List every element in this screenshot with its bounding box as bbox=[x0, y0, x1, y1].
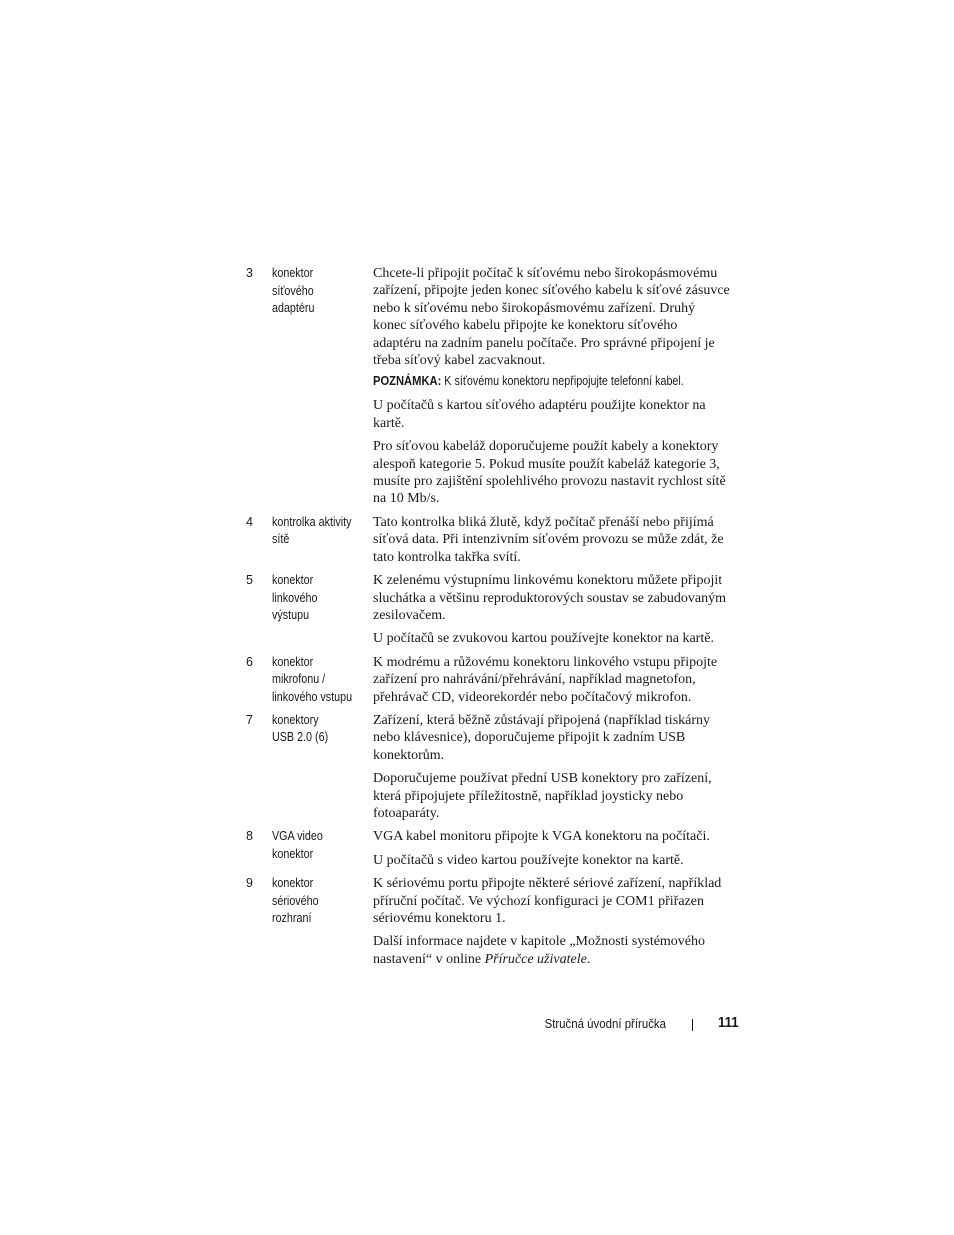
row-description bbox=[373, 875, 738, 968]
label-line: VGA video bbox=[272, 829, 323, 844]
label-line: výstupu bbox=[272, 608, 310, 623]
text-line: sériovému konektoru 1. bbox=[373, 911, 506, 926]
text-line: adaptéru na zadním panelu počítače. Pro správné připojení je bbox=[373, 335, 715, 351]
row-number: 6 bbox=[246, 654, 253, 669]
text-line: Tato kontrolka bliká žlutě, když počítač přenáší nebo přijímá bbox=[373, 514, 714, 530]
row-description bbox=[373, 572, 738, 648]
row-description bbox=[373, 514, 738, 566]
note bbox=[373, 373, 687, 389]
text-line: Další informace najdete v kapitole „Možnosti systémového bbox=[373, 934, 706, 950]
row-number: 5 bbox=[246, 573, 253, 588]
table-row bbox=[246, 572, 746, 648]
note-text: K síťovému konektoru nepřipojujte telefonní kabel. bbox=[441, 374, 684, 389]
paragraph bbox=[373, 514, 738, 566]
text-line: na 10 Mb/s. bbox=[373, 491, 440, 507]
row-label bbox=[272, 514, 355, 549]
row-number: 8 bbox=[246, 829, 253, 844]
label-line: linkového bbox=[272, 590, 318, 605]
row-label bbox=[272, 828, 355, 863]
text-line: příruční počítač. Ve výchozí konfiguraci je COM1 přiřazen bbox=[373, 893, 704, 909]
text-line: K modrému a růžovému konektoru linkového vstupu připojte bbox=[373, 654, 718, 670]
text-line: konec síťového kabelu připojte ke konektoru síťového bbox=[373, 318, 678, 334]
text-line: Doporučujeme používat přední USB konektory pro zařízení, bbox=[373, 771, 712, 787]
text-line: zařízení, připojte jeden konec síťového kabelu k síťové zásuvce bbox=[373, 283, 730, 299]
paragraph bbox=[373, 630, 738, 647]
page-number: 111 bbox=[718, 1014, 739, 1031]
paragraph bbox=[373, 875, 738, 927]
row-description bbox=[373, 828, 738, 869]
note-label: POZNÁMKA: bbox=[373, 373, 442, 389]
text-line: nebo k síťovému nebo širokopásmovému zařízení. Druhý bbox=[373, 300, 696, 316]
row-label bbox=[272, 654, 355, 707]
label-line: kontrolka aktivity bbox=[272, 514, 352, 529]
text-line: K zelenému výstupnímu linkovému konektoru můžete připojit bbox=[373, 573, 723, 589]
text-line: musíte pro zajištění spolehlivého provozu nastavit rychlost sítě bbox=[373, 474, 726, 490]
text-fragment: . bbox=[586, 951, 591, 967]
label-line: USB 2.0 (6) bbox=[272, 730, 329, 745]
label-line: sériového bbox=[272, 893, 319, 908]
label-line: rozhraní bbox=[272, 911, 312, 926]
table-row bbox=[246, 712, 746, 822]
row-description bbox=[373, 265, 738, 508]
footer-title: Stručná úvodní příručka bbox=[544, 1016, 666, 1031]
text-line: K sériovému portu připojte některé sériové zařízení, například bbox=[373, 876, 722, 892]
text-line: přehrávač CD, videorekordér nebo počítačový mikrofon. bbox=[373, 689, 692, 705]
text-line: konektorům. bbox=[373, 747, 445, 763]
row-number: 7 bbox=[246, 712, 253, 727]
paragraph bbox=[373, 654, 738, 706]
text-line: třeba síťový kabel zacvaknout. bbox=[373, 353, 546, 369]
paragraph bbox=[373, 770, 738, 822]
text-line: zařízení pro nahrávání/přehrávání, například magnetofon, bbox=[373, 672, 696, 688]
text-line: U počítačů se zvukovou kartou používejte konektor na kartě. bbox=[373, 631, 714, 647]
row-label bbox=[272, 265, 355, 318]
paragraph bbox=[373, 933, 738, 968]
row-label bbox=[272, 712, 355, 747]
text-line: tato kontrolka takřka svítí. bbox=[373, 549, 521, 565]
text-line: zesilovačem. bbox=[373, 607, 446, 623]
text-line: síťová data. Při intenzivním síťovém provozu se může zdát, že bbox=[373, 532, 724, 548]
label-line: adaptéru bbox=[272, 301, 315, 315]
table-row bbox=[246, 875, 746, 968]
label-line: síťového bbox=[272, 283, 314, 298]
paragraph bbox=[373, 852, 738, 869]
table-row bbox=[246, 654, 746, 706]
label-line: konektory bbox=[272, 712, 319, 727]
text-line: VGA kabel monitoru připojte k VGA konektoru na počítači. bbox=[373, 829, 710, 845]
paragraph bbox=[373, 712, 738, 764]
row-number: 9 bbox=[246, 876, 253, 891]
paragraph bbox=[373, 572, 738, 624]
text-line: nebo klávesnice), doporučujeme připojit k zadním USB bbox=[373, 730, 686, 746]
text-line: U počítačů s kartou síťového adaptéru použijte konektor na bbox=[373, 398, 706, 414]
text-line: fotoaparáty. bbox=[373, 805, 440, 821]
row-number: 4 bbox=[246, 514, 253, 529]
text-line bbox=[373, 951, 738, 968]
text-line: která připojujete příležitostně, například joysticky nebo bbox=[373, 788, 684, 804]
book-title-link-text: Příručce uživatele bbox=[484, 951, 587, 967]
text-line: kartě. bbox=[373, 415, 405, 431]
text-line: alespoň kategorie 5. Pokud musíte použít kabeláž kategorie 3, bbox=[373, 456, 720, 472]
page-footer bbox=[0, 1014, 954, 1036]
label-line: konektor bbox=[272, 876, 314, 891]
text-fragment: nastavení“ v online bbox=[373, 951, 485, 967]
label-line: konektor bbox=[272, 266, 314, 280]
row-label bbox=[272, 572, 355, 625]
label-line: konektor bbox=[272, 573, 314, 588]
row-label bbox=[272, 875, 355, 928]
table-row bbox=[246, 514, 746, 566]
text-line: Zařízení, která běžně zůstávají připojená (například tiskárny bbox=[373, 712, 711, 728]
table-row bbox=[246, 828, 746, 869]
text-line: U počítačů s video kartou používejte konektor na kartě. bbox=[373, 852, 684, 868]
label-line: mikrofonu / bbox=[272, 672, 326, 687]
table-row bbox=[246, 265, 746, 508]
paragraph bbox=[373, 265, 738, 369]
text-line: sluchátka a většinu reproduktorových soustav se zabudovaným bbox=[373, 590, 727, 606]
text-line: Pro síťovou kabeláž doporučujeme použít kabely a konektory bbox=[373, 439, 719, 455]
row-description bbox=[373, 654, 738, 706]
paragraph bbox=[373, 828, 738, 845]
footer-separator bbox=[692, 1019, 693, 1031]
row-number: 3 bbox=[246, 266, 253, 280]
paragraph bbox=[373, 397, 738, 432]
text-line: Chcete-li připojit počítač k síťovému nebo širokopásmovému bbox=[373, 266, 718, 281]
label-line: konektor bbox=[272, 846, 314, 861]
label-line: konektor bbox=[272, 654, 314, 669]
paragraph bbox=[373, 438, 738, 508]
row-description bbox=[373, 712, 738, 822]
connector-table bbox=[246, 265, 746, 974]
label-line: linkového vstupu bbox=[272, 689, 353, 704]
label-line: sítě bbox=[272, 532, 290, 547]
